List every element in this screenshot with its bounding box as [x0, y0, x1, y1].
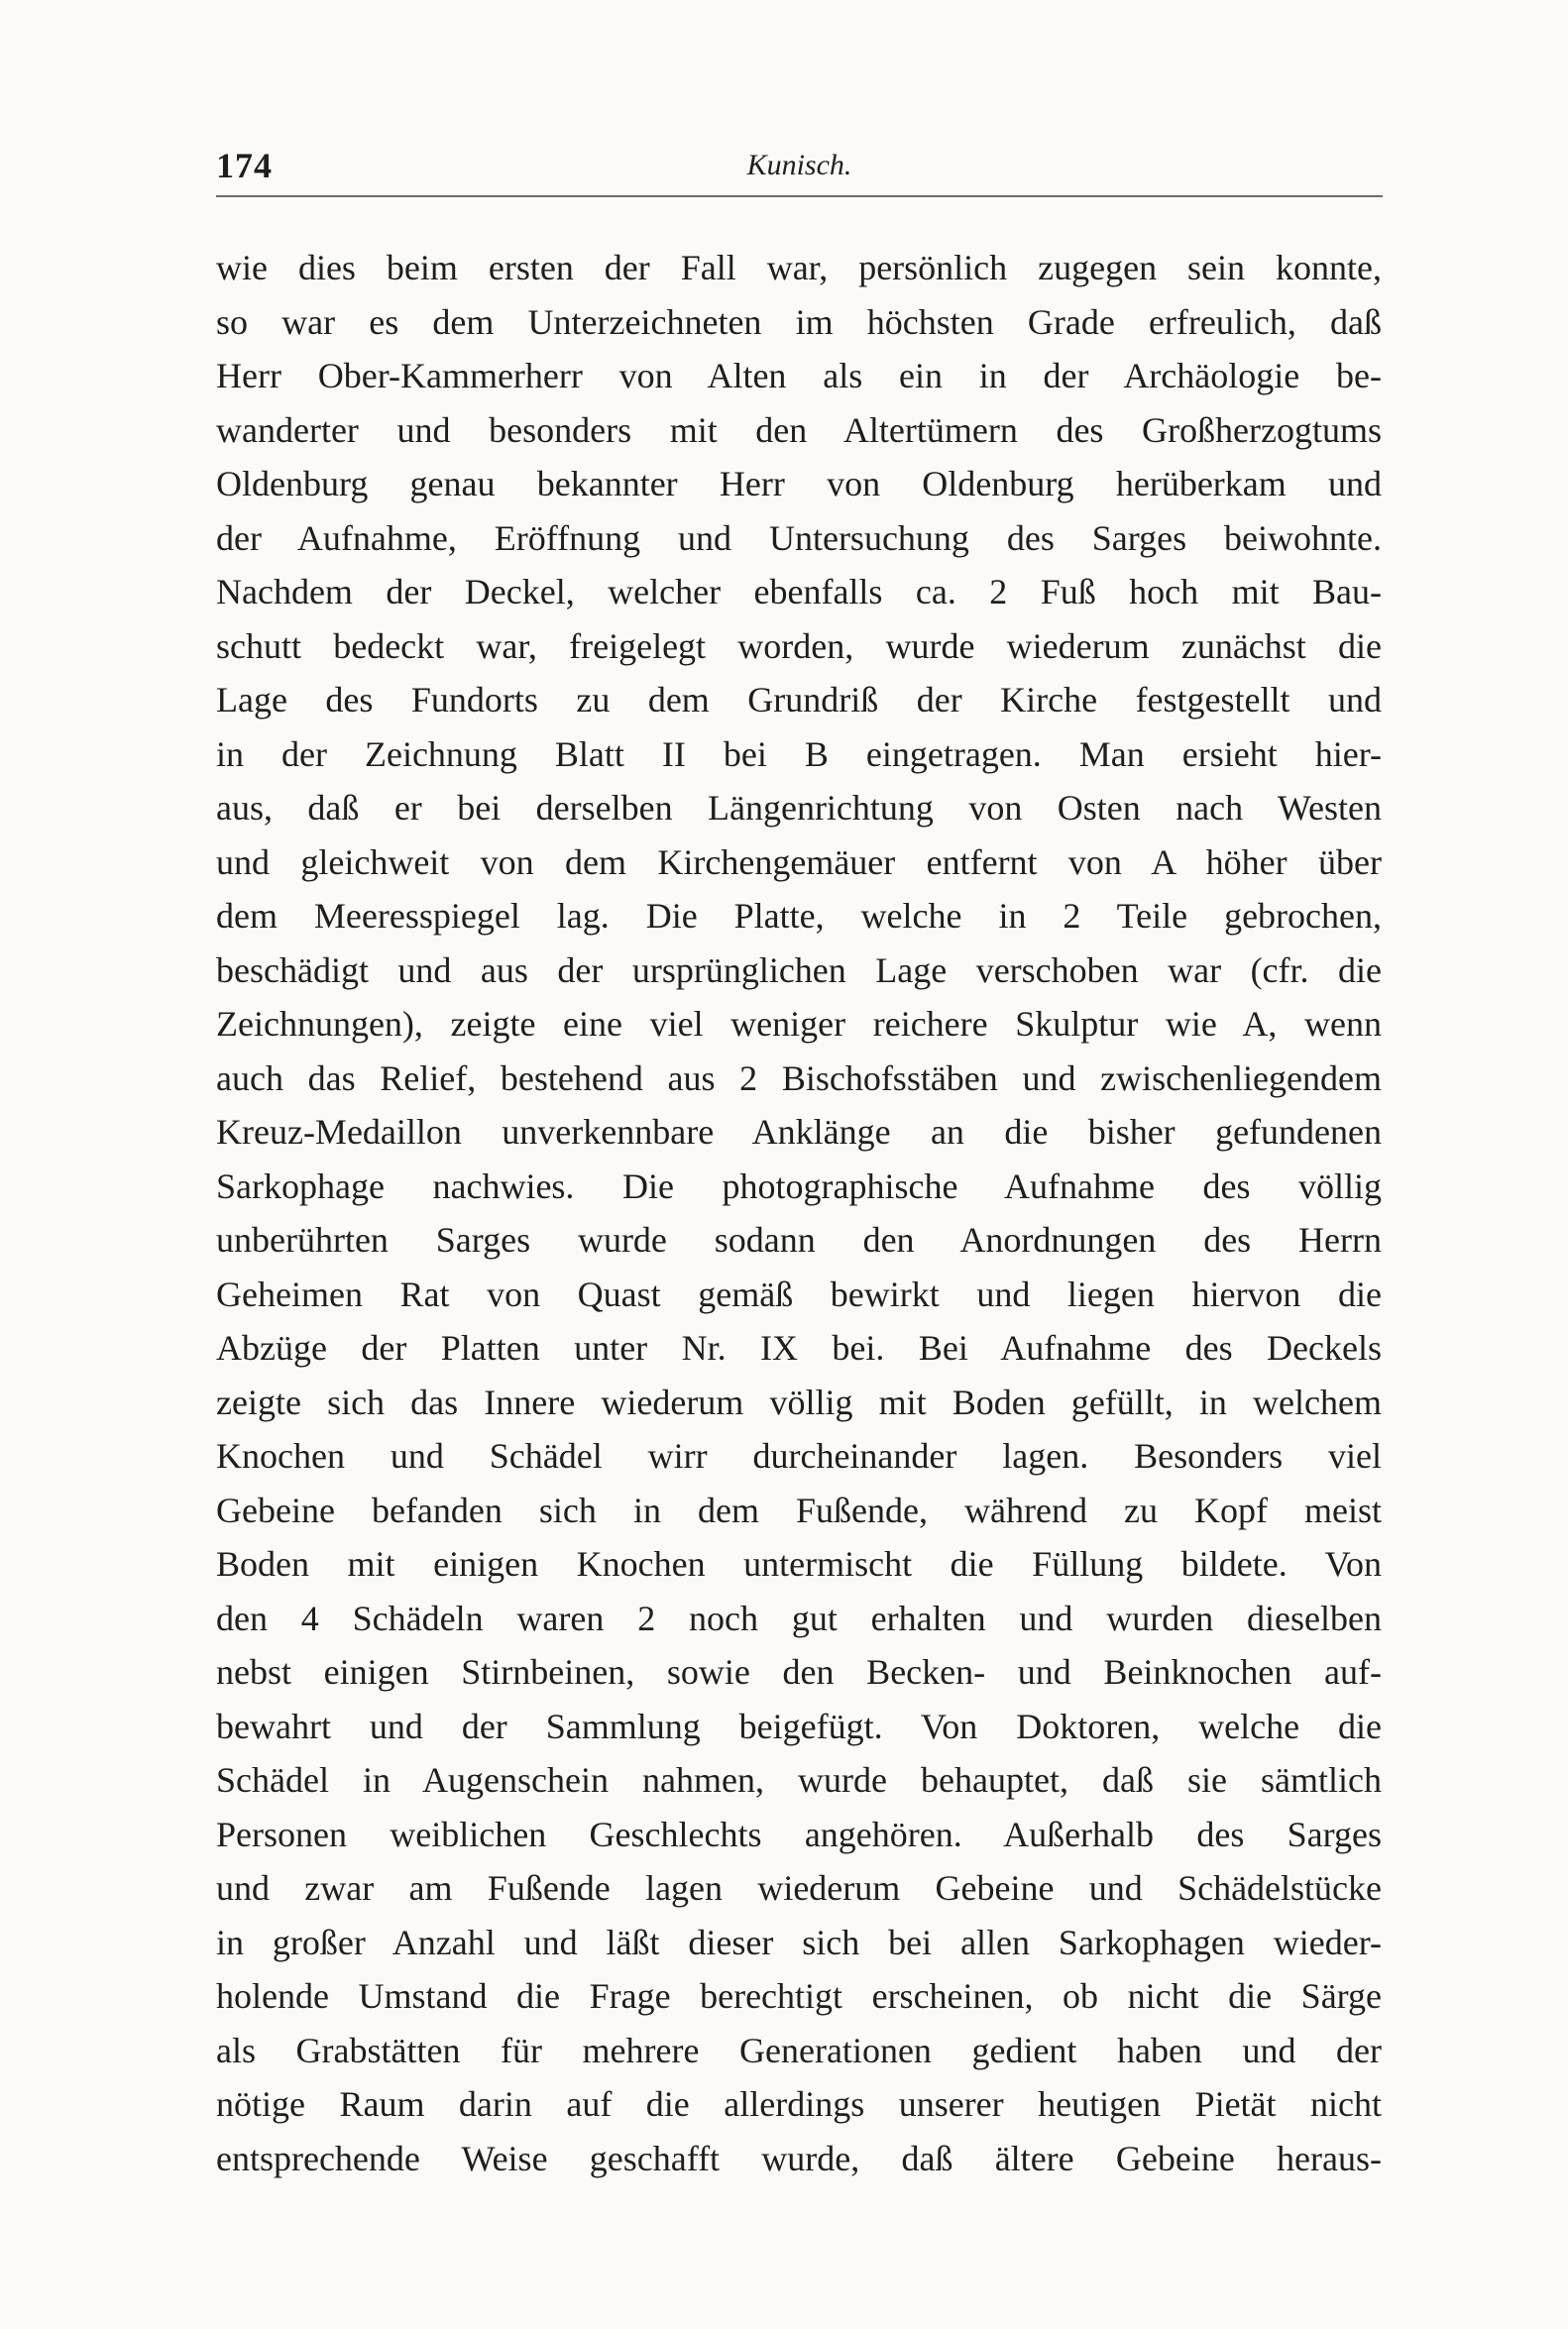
text-line: Sarkophage nachwies. Die photographische Aufnahme des völlig: [216, 1165, 1382, 1206]
body-text: [216, 241, 1382, 2185]
text-line: Zeichnungen), zeigte eine viel weniger reichere Skulptur wie A, wenn: [216, 1004, 1382, 1044]
text-line: Geheimen Rat von Quast gemäß bewirkt und liegen hiervon die: [216, 1274, 1382, 1314]
text-line: in der Zeichnung Blatt II bei B eingetragen. Man ersieht hier-: [216, 733, 1382, 774]
text-line: aus, daß er bei derselben Längenrichtung von Osten nach Westen: [216, 788, 1382, 828]
page-header: [216, 139, 1383, 194]
text-line: Abzüge der Platten unter Nr. IX bei. Bei Aufnahme des Deckels: [216, 1328, 1382, 1368]
text-line: wanderter und besonders mit den Altertümern des Großherzogtums: [216, 409, 1382, 450]
text-line: nebst einigen Stirnbeinen, sowie den Becken- und Beinknochen auf-: [216, 1652, 1382, 1692]
text-line: holende Umstand die Frage berechtigt erscheinen, ob nicht die Särge: [216, 1976, 1382, 2016]
text-line: nötige Raum darin auf die allerdings unserer heutigen Pietät nicht: [216, 2084, 1382, 2124]
text-line: Nachdem der Deckel, welcher ebenfalls ca. 2 Fuß hoch mit Bau-: [216, 572, 1382, 611]
text-line: Personen weiblichen Geschlechts angehören. Außerhalb des Sarges: [216, 1814, 1382, 1854]
text-line: in großer Anzahl und läßt dieser sich bei allen Sarkophagen wieder-: [216, 1922, 1382, 1962]
text-line: Herr Ober-Kammerherr von Alten als ein in der Archäologie be-: [216, 356, 1382, 395]
text-line: so war es dem Unterzeichneten im höchsten Grade erfreulich, daß: [216, 301, 1382, 342]
text-line: auch das Relief, bestehend aus 2 Bischofsstäben und zwischenliegendem: [216, 1057, 1382, 1098]
text-line: der Aufnahme, Eröffnung und Untersuchung des Sarges beiwohnte.: [216, 517, 1382, 558]
text-line: als Grabstätten für mehrere Generationen gedient haben und der: [216, 2030, 1382, 2070]
text-line: bewahrt und der Sammlung beigefügt. Von Doktoren, welche die: [216, 1706, 1382, 1746]
text-line: Boden mit einigen Knochen untermischt die Füllung bildete. Von: [216, 1544, 1382, 1584]
text-line: Lage des Fundorts zu dem Grundriß der Kirche festgestellt und: [216, 680, 1382, 720]
text-line: dem Meeresspiegel lag. Die Platte, welche in 2 Teile gebrochen,: [216, 896, 1382, 936]
text-line: Gebeine befanden sich in dem Fußende, während zu Kopf meist: [216, 1490, 1382, 1530]
text-line: beschädigt und aus der ursprünglichen Lage verschoben war (cfr. die: [216, 949, 1382, 990]
text-line: Kreuz-Medaillon unverkennbare Anklänge an die bisher gefundenen: [216, 1112, 1382, 1152]
text-line: Knochen und Schädel wirr durcheinander lagen. Besonders viel: [216, 1436, 1382, 1476]
text-line: und zwar am Fußende lagen wiederum Gebeine und Schädelstücke: [216, 1868, 1382, 1908]
page-number: 174: [216, 146, 273, 185]
text-line: entsprechende Weise geschafft wurde, daß ältere Gebeine heraus-: [216, 2138, 1382, 2178]
text-line: unberührten Sarges wurde sodann den Anordnungen des Herrn: [216, 1220, 1382, 1260]
text-line: Oldenburg genau bekannter Herr von Oldenburg herüberkam und: [216, 464, 1382, 503]
text-line: zeigte sich das Innere wiederum völlig mit Boden gefüllt, in welchem: [216, 1382, 1382, 1422]
text-line: schutt bedeckt war, freigelegt worden, wurde wiederum zunächst die: [216, 625, 1382, 666]
header-rule: [216, 195, 1383, 197]
text-line: und gleichweit von dem Kirchengemäuer entfernt von A höher über: [216, 841, 1382, 882]
text-line: den 4 Schädeln waren 2 noch gut erhalten und wurden dieselben: [216, 1598, 1382, 1638]
text-line: wie dies beim ersten der Fall war, persönlich zugegen sein konnte,: [216, 248, 1382, 287]
text-line: Schädel in Augenschein nahmen, wurde behauptet, daß sie sämtlich: [216, 1760, 1382, 1800]
running-title: Kunisch.: [746, 149, 852, 181]
